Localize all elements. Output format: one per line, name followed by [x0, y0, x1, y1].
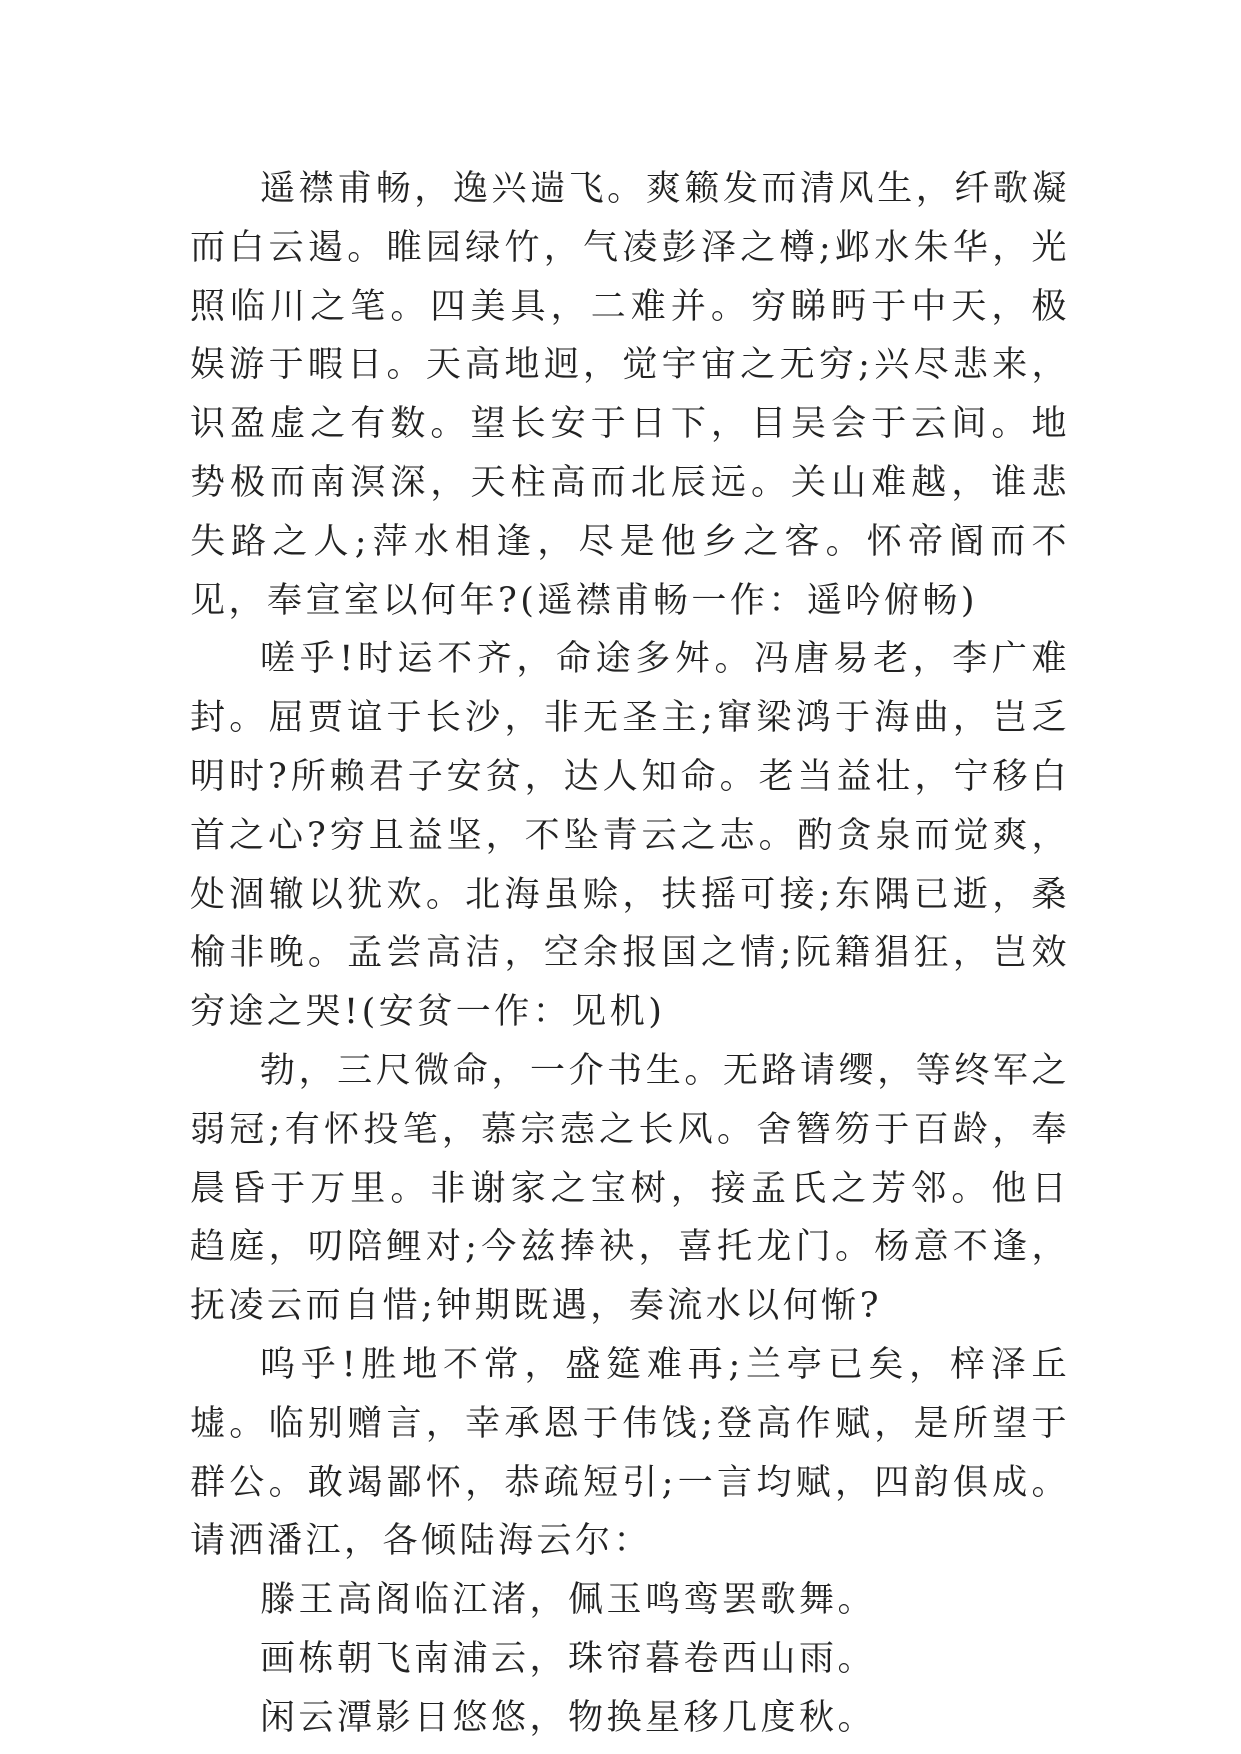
paragraph-1: 遥襟甫畅，逸兴遄飞。爽籁发而清风生，纤歌凝而白云遏。睢园绿竹，气凌彭泽之樽;邺水朱华，光照临川之笔。四美具，二难并。穷睇眄于中天，极娱游于暇日。天高地迥，觉宇宙之无穷;兴尽悲来，识盈虚之有数。望长安于日下，目吴会于云间。地势极而南溟深，天柱高而北辰远。关山难越，谁悲失路之人;萍水相逢，尽是他乡之客。怀帝阍而不见，奉宣室以何年?(遥襟甫畅一作：遥吟俯畅): [190, 169, 1070, 621]
poem-line-1: 滕王高阁临江渚，佩玉鸣鸾罢歌舞。: [260, 1580, 877, 1621]
paragraph-4: 呜乎!胜地不常，盛筵难再;兰亭已矣，梓泽丘墟。临别赠言，幸承恩于伟饯;登高作赋，是所望于群公。敢竭鄙怀，恭疏短引;一言均赋，四韵俱成。请洒潘江，各倾陆海云尔：: [190, 1344, 1070, 1562]
poem-line-3: 闲云潭影日悠悠，物换星移几度秋。: [260, 1697, 877, 1738]
poem-line-2: 画栋朝飞南浦云，珠帘暮卷西山雨。: [260, 1638, 877, 1679]
paragraph-2: 嗟乎!时运不齐，命途多舛。冯唐易老，李广难封。屈贾谊于长沙，非无圣主;窜梁鸿于海曲，岂乏明时?所赖君子安贫，达人知命。老当益壮，宁移白首之心?穷且益坚，不坠青云之志。酌贪泉而觉爽，处涸辙以犹欢。北海虽赊，扶摇可接;东隅已逝，桑榆非晚。孟尝高洁，空余报国之情;阮籍猖狂，岂效穷途之哭!(安贫一作：见机): [190, 639, 1070, 1033]
document-body: [190, 160, 1070, 1748]
paragraph-3: 勃，三尺微命，一介书生。无路请缨，等终军之弱冠;有怀投笔，慕宗悫之长风。舍簪笏于百龄，奉晨昏于万里。非谢家之宝树，接孟氏之芳邻。他日趋庭，叨陪鲤对;今兹捧袂，喜托龙门。杨意不逢，抚凌云而自惜;钟期既遇，奏流水以何惭?: [190, 1050, 1070, 1327]
